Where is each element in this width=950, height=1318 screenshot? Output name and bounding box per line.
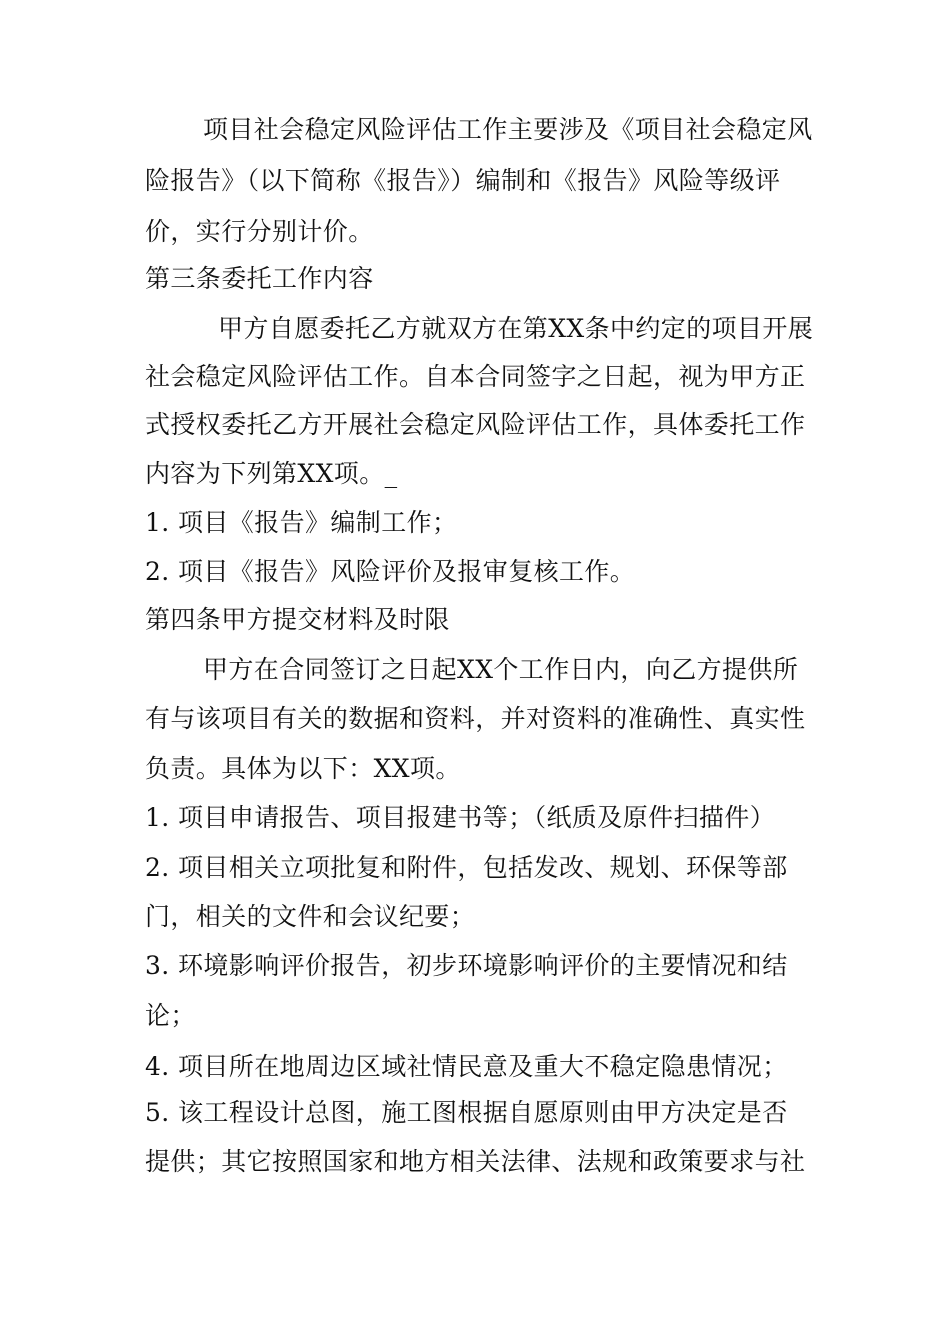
list-item: 4. 项目所在地周边区域社情民意及重大不稳定隐患情况； <box>145 1052 788 1081</box>
paragraph-line: 甲方自愿委托乙方就双方在第XX条中约定的项目开展 <box>218 314 814 343</box>
paragraph-line: 甲方在合同签订之日起XX个工作日内，向乙方提供所 <box>203 655 799 684</box>
section-heading: 第三条委托工作内容 <box>145 264 374 293</box>
list-item: 5. 该工程设计总图，施工图根据自愿原则由甲方决定是否 <box>145 1098 788 1127</box>
paragraph-line: 负责。具体为以下：XX项。 <box>145 754 461 783</box>
section-heading: 第四条甲方提交材料及时限 <box>145 605 450 634</box>
list-item-continuation: 论； <box>145 1001 196 1030</box>
paragraph-line: 有与该项目有关的数据和资料，并对资料的准确性、真实性 <box>145 704 806 733</box>
paragraph-line: 社会稳定风险评估工作。自本合同签字之日起，视为甲方正 <box>145 362 806 391</box>
list-item-continuation: 门，相关的文件和会议纪要； <box>145 902 476 931</box>
paragraph-line: 价，实行分别计价。 <box>145 217 374 246</box>
list-item-continuation: 提供；其它按照国家和地方相关法律、法规和政策要求与社 <box>145 1147 806 1176</box>
paragraph-line: 险报告》（以下简称《报告》）编制和《报告》风险等级评 <box>145 166 781 195</box>
list-item: 3. 环境影响评价报告，初步环境影响评价的主要情况和结 <box>145 951 788 980</box>
list-item: 2. 项目《报告》风险评价及报审复核工作。 <box>145 557 636 586</box>
paragraph-line: 内容为下列第XX项。_ <box>145 459 398 488</box>
paragraph-line: 项目社会稳定风险评估工作主要涉及《项目社会稳定风 <box>203 115 813 144</box>
list-item: 1. 项目《报告》编制工作； <box>145 508 458 537</box>
list-item: 2. 项目相关立项批复和附件，包括发改、规划、环保等部 <box>145 853 788 882</box>
list-item: 1. 项目申请报告、项目报建书等；（纸质及原件扫描件） <box>145 803 776 832</box>
paragraph-line: 式授权委托乙方开展社会稳定风险评估工作，具体委托工作 <box>145 410 806 439</box>
